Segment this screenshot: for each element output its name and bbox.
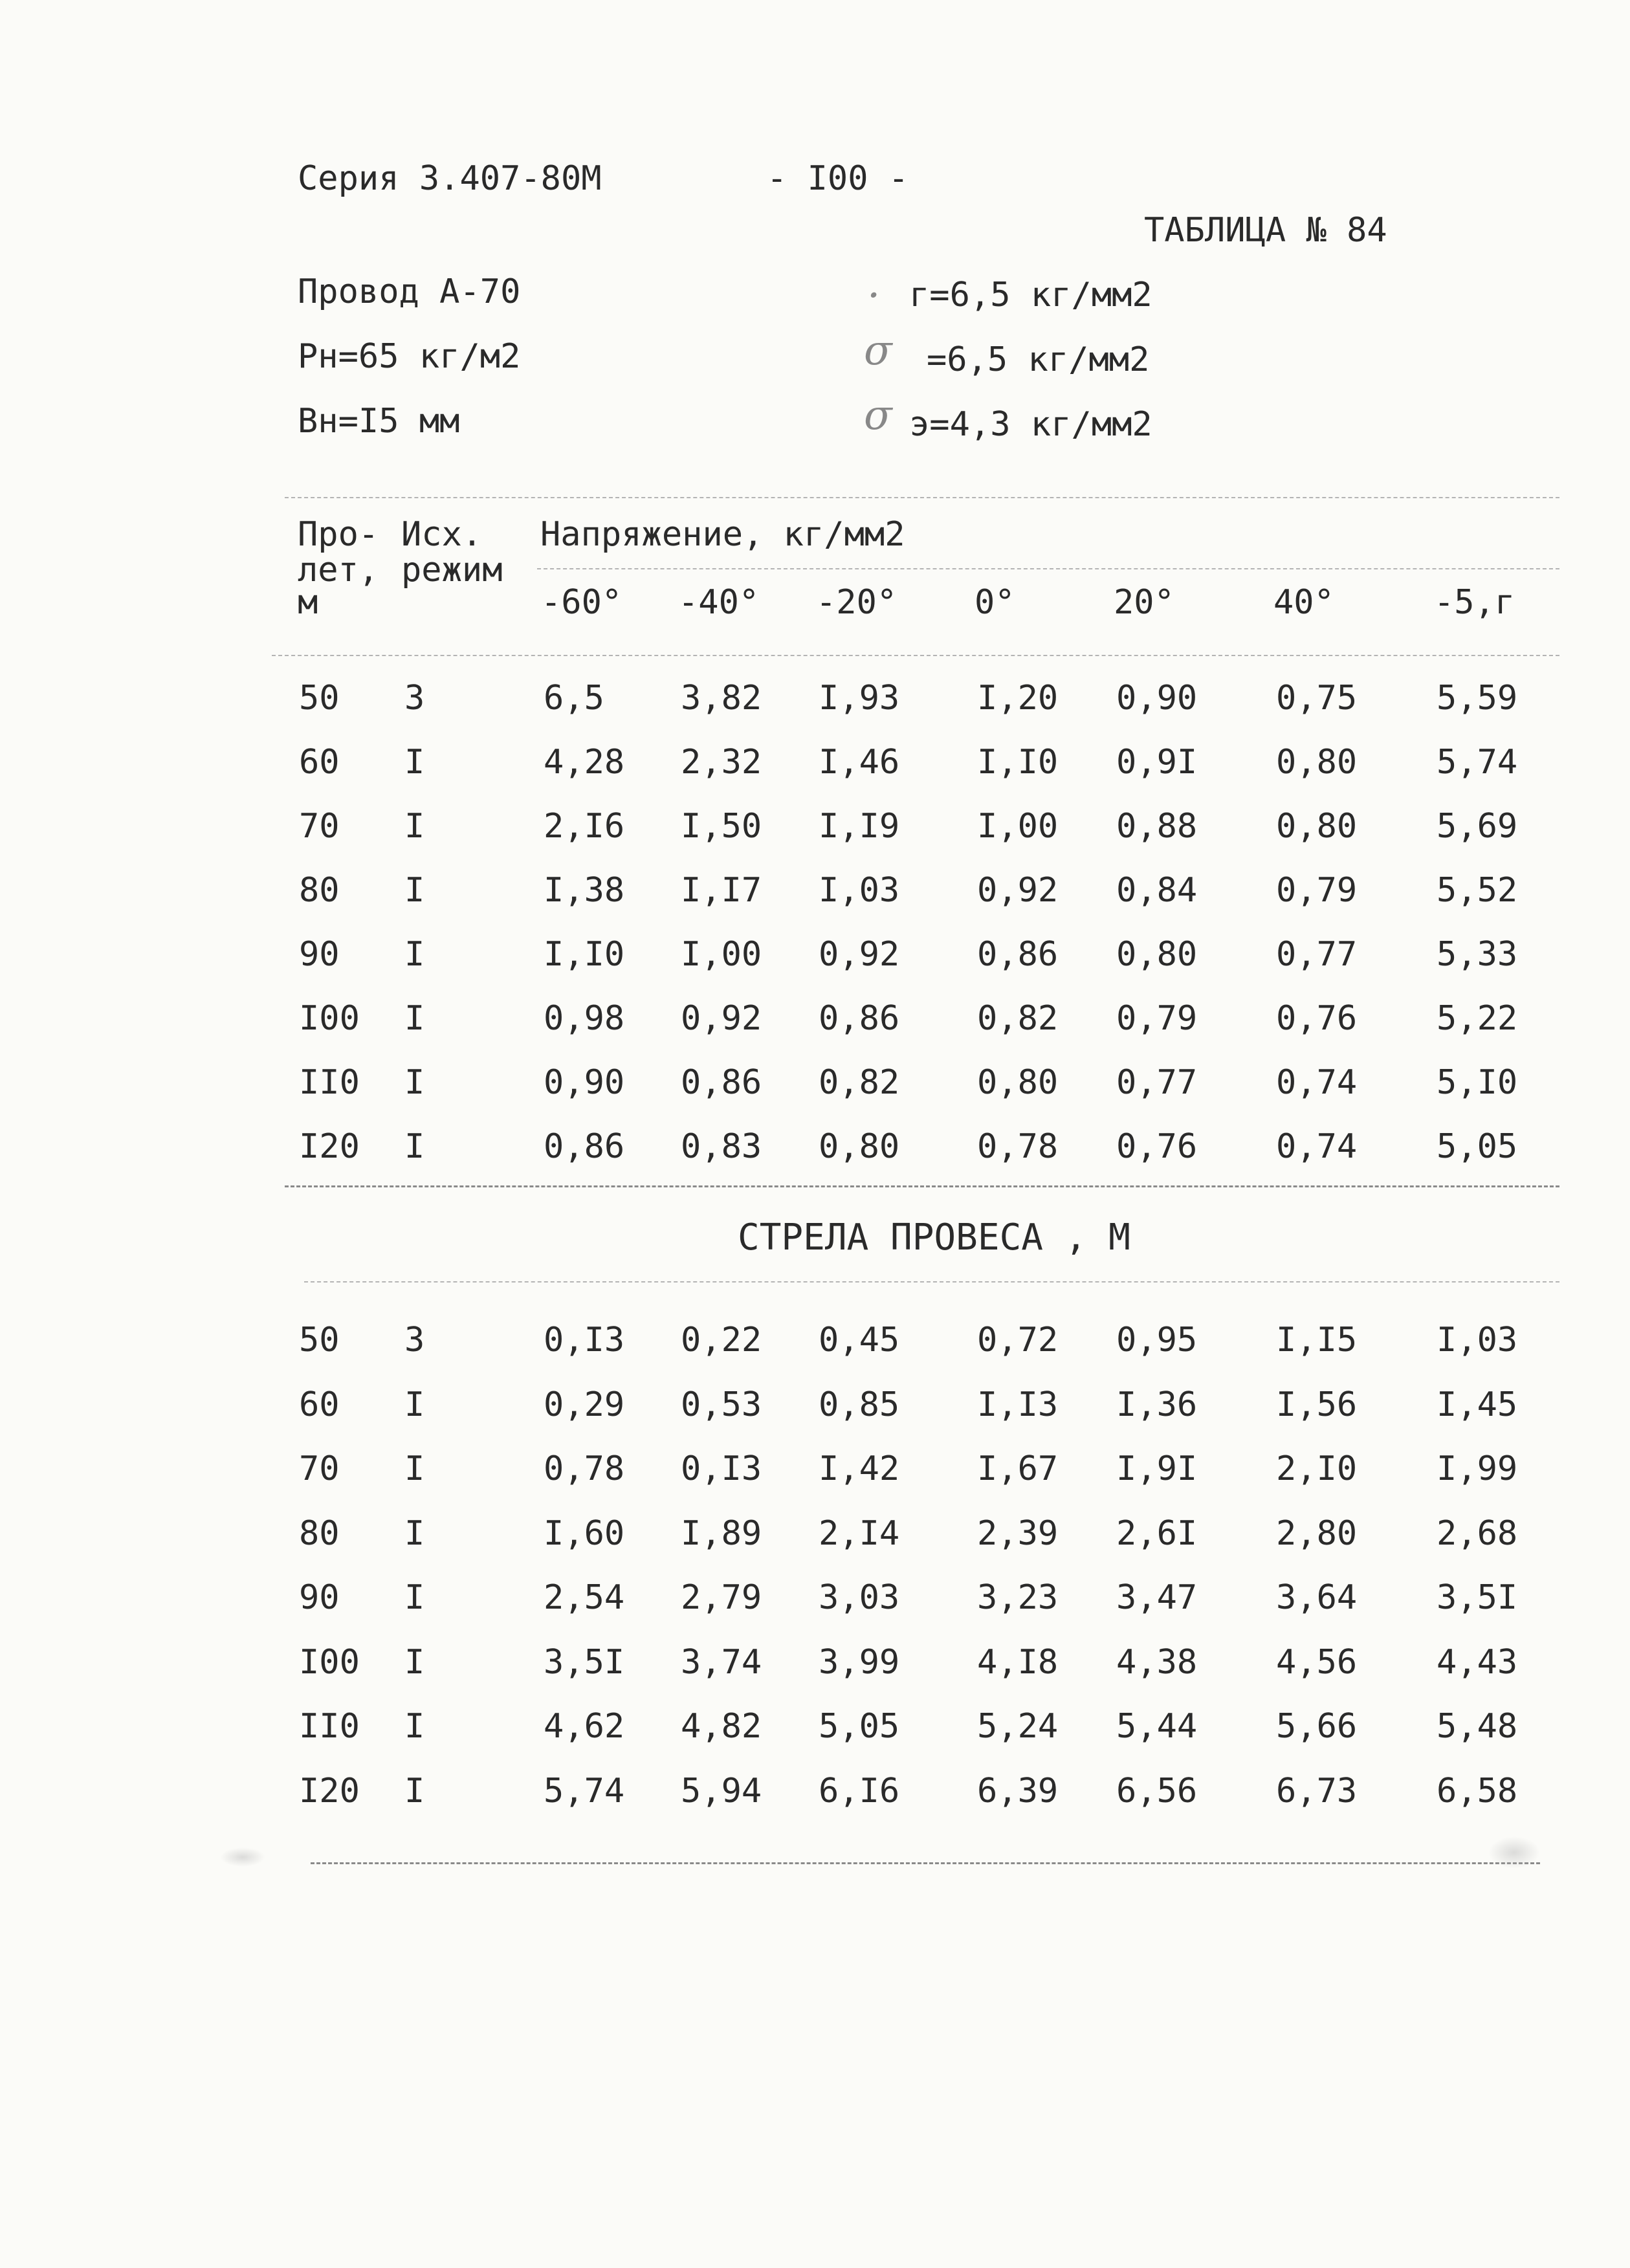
value-cell: 0,98 [544, 999, 625, 1038]
value-cell: I,56 [1276, 1385, 1358, 1424]
mode-cell: 3 [404, 679, 425, 718]
value-cell: 0,88 [1116, 807, 1198, 846]
value-cell: 3,64 [1276, 1578, 1358, 1617]
mode-cell: I [404, 1514, 425, 1553]
span-cell: 90 [299, 1578, 340, 1617]
value-cell: 5,44 [1116, 1707, 1198, 1746]
sigma-mark-2: σ [864, 327, 892, 375]
value-cell: 3,5I [1437, 1578, 1518, 1617]
value-cell: 5,94 [681, 1771, 762, 1811]
value-cell: 0,86 [977, 935, 1059, 974]
value-cell: I,I9 [819, 807, 900, 846]
value-cell: 0,86 [819, 999, 900, 1038]
value-cell: I,42 [819, 1449, 900, 1488]
value-cell: 0,76 [1116, 1127, 1198, 1166]
value-cell: 0,74 [1276, 1063, 1358, 1102]
span-cell: 50 [299, 1321, 340, 1360]
span-cell: 90 [299, 935, 340, 974]
mode-cell: I [404, 1707, 425, 1746]
value-cell: 0,83 [681, 1127, 762, 1166]
value-cell: I,20 [977, 679, 1059, 718]
param-stress-g: г=6,5 кг/мм2 [909, 276, 1152, 314]
value-cell: 3,99 [819, 1642, 900, 1682]
value-cell: 2,80 [1276, 1514, 1358, 1553]
value-cell: 5,33 [1437, 935, 1518, 974]
temp-header-1: -40° [678, 583, 760, 622]
value-cell: 4,38 [1116, 1642, 1198, 1682]
span-cell: I20 [299, 1771, 360, 1811]
span-cell: 70 [299, 1449, 340, 1488]
scan-smudge [220, 1847, 265, 1867]
mode-cell: I [404, 1063, 425, 1102]
span-cell: 70 [299, 807, 340, 846]
span-cell: I00 [299, 1642, 360, 1682]
value-cell: 0,80 [977, 1063, 1059, 1102]
value-cell: 6,39 [977, 1771, 1059, 1811]
sigma-mark-1: · [867, 272, 881, 320]
value-cell: 0,79 [1276, 871, 1358, 910]
mode-cell: I [404, 1771, 425, 1811]
value-cell: I,I5 [1276, 1321, 1358, 1360]
value-cell: 6,56 [1116, 1771, 1198, 1811]
sag-section-title: СТРЕЛА ПРОВЕСА , М [738, 1217, 1130, 1259]
value-cell: I,00 [977, 807, 1059, 846]
value-cell: 5,74 [544, 1771, 625, 1811]
value-cell: 0,82 [977, 999, 1059, 1038]
value-cell: I,67 [977, 1449, 1059, 1488]
value-cell: 0,85 [819, 1385, 900, 1424]
value-cell: I,60 [544, 1514, 625, 1553]
temp-header-6: -5,г [1434, 583, 1515, 622]
value-cell: 0,77 [1116, 1063, 1198, 1102]
value-cell: 3,5I [544, 1642, 625, 1682]
value-cell: 0,86 [544, 1127, 625, 1166]
value-cell: 2,I4 [819, 1514, 900, 1553]
value-cell: 0,29 [544, 1385, 625, 1424]
value-cell: I,I3 [977, 1385, 1059, 1424]
span-cell: I20 [299, 1127, 360, 1166]
mode-cell: I [404, 1449, 425, 1488]
sigma-mark-3: σ [864, 391, 892, 439]
value-cell: 0,9I [1116, 743, 1198, 782]
param-stress-e: э=4,3 кг/мм2 [909, 405, 1152, 444]
span-cell: 60 [299, 743, 340, 782]
span-cell: 60 [299, 1385, 340, 1424]
value-cell: 5,05 [1437, 1127, 1518, 1166]
mode-cell: I [404, 743, 425, 782]
value-cell: 0,80 [1116, 935, 1198, 974]
value-cell: 0,84 [1116, 871, 1198, 910]
value-cell: 4,43 [1437, 1642, 1518, 1682]
value-cell: 6,I6 [819, 1771, 900, 1811]
span-cell: 80 [299, 871, 340, 910]
span-cell: I00 [299, 999, 360, 1038]
value-cell: 3,23 [977, 1578, 1059, 1617]
value-cell: 0,86 [681, 1063, 762, 1102]
value-cell: 3,47 [1116, 1578, 1198, 1617]
param-stress-min: =6,5 кг/мм2 [927, 340, 1150, 379]
group-underline [537, 568, 1559, 569]
value-cell: 0,90 [544, 1063, 625, 1102]
col-mode-header-1: Исх. [401, 515, 483, 554]
value-cell: 4,62 [544, 1707, 625, 1746]
value-cell: I,89 [681, 1514, 762, 1553]
value-cell: I,36 [1116, 1385, 1198, 1424]
table-top-rule [285, 497, 1559, 498]
value-cell: 0,92 [977, 871, 1059, 910]
span-cell: 50 [299, 679, 340, 718]
temp-header-5: 40° [1273, 583, 1334, 622]
scan-smudge [1488, 1836, 1540, 1869]
table-number: ТАБЛИЦА № 84 [1144, 211, 1387, 250]
value-cell: 3,82 [681, 679, 762, 718]
value-cell: 0,78 [977, 1127, 1059, 1166]
value-cell: 2,79 [681, 1578, 762, 1617]
mode-cell: I [404, 1578, 425, 1617]
mode-cell: I [404, 1127, 425, 1166]
value-cell: I,03 [819, 871, 900, 910]
sag-top-rule [304, 1281, 1559, 1283]
value-cell: I,00 [681, 935, 762, 974]
value-cell: 2,32 [681, 743, 762, 782]
value-cell: 0,80 [1276, 743, 1358, 782]
col-mode-header-2: режим [401, 551, 503, 589]
value-cell: 2,I6 [544, 807, 625, 846]
temp-header-0: -60° [541, 583, 622, 622]
header-bottom-rule [272, 655, 1559, 656]
value-cell: 5,22 [1437, 999, 1518, 1038]
value-cell: 0,80 [819, 1127, 900, 1166]
value-cell: 0,22 [681, 1321, 762, 1360]
value-cell: 0,I3 [681, 1449, 762, 1488]
value-cell: 4,82 [681, 1707, 762, 1746]
value-cell: 5,52 [1437, 871, 1518, 910]
value-cell: 0,82 [819, 1063, 900, 1102]
value-cell: 0,72 [977, 1321, 1059, 1360]
value-cell: 0,78 [544, 1449, 625, 1488]
value-cell: I,38 [544, 871, 625, 910]
span-cell: II0 [299, 1063, 360, 1102]
value-cell: 3,74 [681, 1642, 762, 1682]
mode-cell: I [404, 999, 425, 1038]
stress-group-label: Напряжение, кг/мм2 [540, 515, 905, 554]
value-cell: I,9I [1116, 1449, 1198, 1488]
mode-cell: I [404, 935, 425, 974]
value-cell: 0,53 [681, 1385, 762, 1424]
value-cell: I,I7 [681, 871, 762, 910]
mode-cell: I [404, 871, 425, 910]
col-span-header-3: м [298, 583, 318, 622]
value-cell: 0,76 [1276, 999, 1358, 1038]
value-cell: I,50 [681, 807, 762, 846]
span-cell: 80 [299, 1514, 340, 1553]
value-cell: 2,I0 [1276, 1449, 1358, 1488]
value-cell: 0,90 [1116, 679, 1198, 718]
value-cell: 4,28 [544, 743, 625, 782]
value-cell: 0,79 [1116, 999, 1198, 1038]
value-cell: 0,80 [1276, 807, 1358, 846]
value-cell: 0,45 [819, 1321, 900, 1360]
mode-cell: I [404, 1642, 425, 1682]
value-cell: I,45 [1437, 1385, 1518, 1424]
mode-cell: I [404, 1385, 425, 1424]
value-cell: 6,73 [1276, 1771, 1358, 1811]
page-number: - I00 - [767, 159, 909, 198]
series-label: Серия 3.407-80М [298, 159, 602, 198]
value-cell: 2,68 [1437, 1514, 1518, 1553]
value-cell: 2,6I [1116, 1514, 1198, 1553]
temp-header-2: -20° [816, 583, 898, 622]
temp-header-4: 20° [1114, 583, 1174, 622]
value-cell: 5,I0 [1437, 1063, 1518, 1102]
value-cell: 5,59 [1437, 679, 1518, 718]
value-cell: I,46 [819, 743, 900, 782]
temp-header-3: 0° [975, 583, 1015, 622]
value-cell: 5,48 [1437, 1707, 1518, 1746]
value-cell: 0,77 [1276, 935, 1358, 974]
value-cell: 0,92 [819, 935, 900, 974]
value-cell: I,99 [1437, 1449, 1518, 1488]
value-cell: 0,95 [1116, 1321, 1198, 1360]
value-cell: 5,74 [1437, 743, 1518, 782]
value-cell: I,93 [819, 679, 900, 718]
mode-cell: 3 [404, 1321, 425, 1360]
value-cell: 5,66 [1276, 1707, 1358, 1746]
col-span-header-1: Про- [298, 515, 379, 554]
param-wind-pressure: Рн=65 кг/м2 [298, 337, 521, 376]
value-cell: I,I0 [544, 935, 625, 974]
value-cell: 6,5 [544, 679, 604, 718]
span-cell: II0 [299, 1707, 360, 1746]
value-cell: 2,54 [544, 1578, 625, 1617]
value-cell: 3,03 [819, 1578, 900, 1617]
stress-bottom-rule [285, 1185, 1559, 1187]
mode-cell: I [404, 807, 425, 846]
value-cell: 0,92 [681, 999, 762, 1038]
col-span-header-2: лет, [298, 551, 379, 589]
param-wire: Провод А-70 [298, 272, 521, 311]
value-cell: I,03 [1437, 1321, 1518, 1360]
value-cell: 5,69 [1437, 807, 1518, 846]
param-ice-thickness: Вн=I5 мм [298, 402, 460, 441]
value-cell: 2,39 [977, 1514, 1059, 1553]
value-cell: 5,24 [977, 1707, 1059, 1746]
value-cell: 4,56 [1276, 1642, 1358, 1682]
value-cell: 0,I3 [544, 1321, 625, 1360]
value-cell: 0,74 [1276, 1127, 1358, 1166]
value-cell: 4,I8 [977, 1642, 1059, 1682]
value-cell: 6,58 [1437, 1771, 1518, 1811]
value-cell: I,I0 [977, 743, 1059, 782]
value-cell: 5,05 [819, 1707, 900, 1746]
value-cell: 0,75 [1276, 679, 1358, 718]
table-bottom-rule [311, 1862, 1540, 1864]
